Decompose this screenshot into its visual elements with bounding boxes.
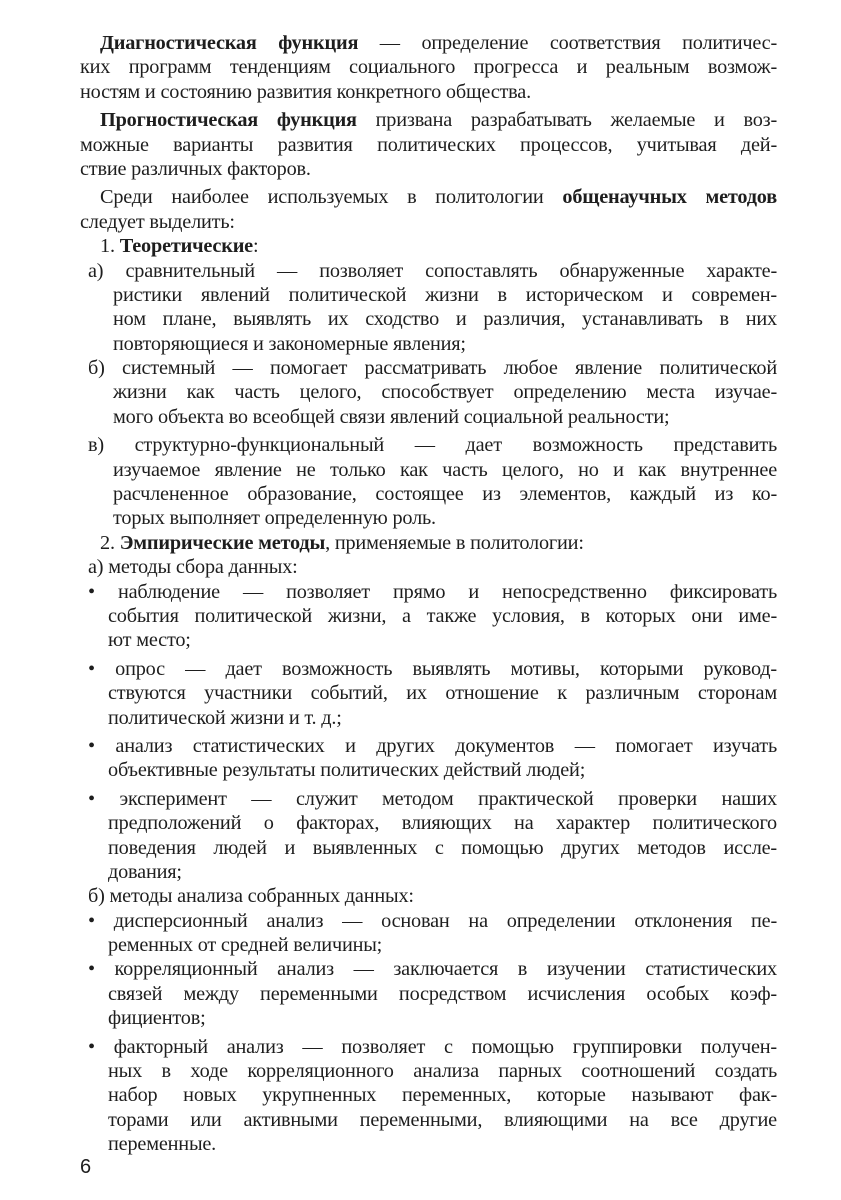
text-line xyxy=(108,706,777,730)
text-line xyxy=(100,108,777,132)
text-line xyxy=(88,734,777,758)
text-segment: • факторный анализ — позволяет с помощью группировки получен- xyxy=(88,1035,777,1058)
text-segment: политической жизни и т. д.; xyxy=(108,706,342,729)
text-segment: повторяющиеся и закономерные явления; xyxy=(113,332,466,355)
text-line xyxy=(108,1059,777,1083)
text-segment: ностям и состоянию развития конкретного общества. xyxy=(80,80,531,103)
text-segment: ременных от средней величины; xyxy=(108,934,383,957)
text-segment: ких программ тенденциям социального прогресса и реальным возмож- xyxy=(80,56,777,79)
text-line xyxy=(108,628,777,652)
text-line xyxy=(113,283,777,307)
text-segment: расчлененное образование, состоящее из элементов, каждый из ко- xyxy=(113,483,777,506)
bold-term: общенаучных методов xyxy=(562,186,777,209)
text-line xyxy=(113,482,777,506)
text-segment: набор новых укрупненных переменных, которые называют фак- xyxy=(108,1084,777,1107)
text-segment: ных в ходе корреляционного анализа парных соотношений создать xyxy=(108,1060,777,1083)
text-segment: дования; xyxy=(108,860,182,883)
text-line xyxy=(100,31,777,55)
text-line xyxy=(108,860,777,884)
text-line xyxy=(88,555,777,579)
text-line xyxy=(88,356,777,380)
text-segment: объективные результаты политических действий людей; xyxy=(108,759,586,782)
text-segment: ют место; xyxy=(108,629,191,652)
text-segment: • наблюдение — позволяет прямо и непосредственно фиксировать xyxy=(88,580,777,603)
text-line xyxy=(108,604,777,628)
text-segment: 1. xyxy=(100,235,120,258)
text-line xyxy=(113,307,777,331)
page-body-text xyxy=(0,31,841,1157)
text-line xyxy=(88,657,777,681)
text-segment: жизни как часть целого, способствует определению места изучае- xyxy=(113,381,777,404)
page-number: 6 xyxy=(80,1156,92,1178)
text-segment: Среди наиболее используемых в политологии xyxy=(100,186,563,209)
text-line xyxy=(108,758,777,782)
text-line xyxy=(100,531,777,555)
text-segment: а) методы сбора данных: xyxy=(88,556,298,579)
bold-term: Теоретические xyxy=(119,235,253,258)
text-segment: — определение соответствия политичес- xyxy=(358,32,778,54)
text-line xyxy=(108,1006,777,1030)
text-segment: • дисперсионный анализ — основан на определении отклонения пе- xyxy=(88,909,777,932)
text-line xyxy=(108,933,777,957)
text-segment: поведения людей и выявленных с помощью других методов иссле- xyxy=(108,836,777,859)
text-segment: фициентов; xyxy=(108,1007,206,1030)
text-line xyxy=(88,787,777,811)
text-segment: • опрос — дает возможность выявлять мотивы, которыми руковод- xyxy=(88,657,777,680)
text-segment: , применяемые в политологии: xyxy=(325,531,584,554)
text-segment: события политической жизни, а также условия, в которых они име- xyxy=(108,604,777,627)
text-line xyxy=(80,210,777,234)
text-segment: переменные. xyxy=(108,1133,217,1156)
text-segment: • анализ статистических и других документов — помогает изучать xyxy=(88,734,777,757)
bold-term: Прогностическая функция xyxy=(100,109,357,132)
text-segment: б) методы анализа собранных данных: xyxy=(88,885,414,908)
text-segment: : xyxy=(252,235,259,258)
text-line xyxy=(113,332,777,356)
text-line xyxy=(88,580,777,604)
text-line xyxy=(113,458,777,482)
text-line xyxy=(80,80,777,104)
text-segment: ствие различных факторов. xyxy=(80,157,311,180)
text-line xyxy=(108,982,777,1006)
text-line xyxy=(88,1035,777,1059)
text-line xyxy=(88,957,777,981)
text-line xyxy=(80,133,777,157)
text-line xyxy=(108,1132,777,1156)
text-segment: можные варианты развития политических процессов, учитывая дей- xyxy=(80,133,777,156)
text-segment: 2. xyxy=(100,531,120,554)
text-segment: изучаемое явление не только как часть целого, но и как внутреннее xyxy=(113,458,777,481)
text-segment: ном плане, выявлять их сходство и различия, устанавливать в них xyxy=(113,308,777,331)
text-line xyxy=(88,884,777,908)
text-segment: ристики явлений политической жизни в историческом и современ- xyxy=(113,283,777,306)
text-segment: • эксперимент — служит методом практической проверки наших xyxy=(88,787,777,810)
text-line xyxy=(80,157,777,181)
text-segment: следует выделить: xyxy=(80,210,235,233)
text-line xyxy=(108,1108,777,1132)
text-line xyxy=(88,433,777,457)
bold-term: Диагностическая функция xyxy=(100,32,359,54)
text-segment: ствуются участники событий, их отношение к различным сторонам xyxy=(108,682,777,705)
text-line xyxy=(108,836,777,860)
text-line xyxy=(108,681,777,705)
text-line xyxy=(108,1083,777,1107)
bold-term: Эмпирические методы xyxy=(119,531,326,554)
text-line xyxy=(113,405,777,429)
text-segment: • корреляционный анализ — заключается в изучении статистических xyxy=(88,958,777,981)
text-segment: б) системный — помогает рассматривать любое явление политической xyxy=(88,357,777,380)
text-segment: торами или активными переменными, влияющими на все другие xyxy=(108,1108,777,1131)
text-line xyxy=(88,909,777,933)
text-line xyxy=(80,55,777,79)
text-segment: торых выполняет определенную роль. xyxy=(113,507,436,530)
text-segment: а) сравнительный — позволяет сопоставлять обнаруженные характе- xyxy=(88,259,777,282)
text-line xyxy=(113,506,777,530)
text-segment: призвана разрабатывать желаемые и воз- xyxy=(356,109,778,132)
text-segment: в) структурно-функциональный — дает возможность представить xyxy=(88,434,777,457)
text-segment: мого объекта во всеобщей связи явлений социальной реальности; xyxy=(113,405,670,428)
text-line xyxy=(100,185,777,209)
text-line xyxy=(108,811,777,835)
text-segment: связей между переменными посредством исчисления особых коэф- xyxy=(108,982,777,1005)
text-line xyxy=(100,234,777,258)
text-line xyxy=(113,380,777,404)
text-segment: предположений о факторах, влияющих на характер политического xyxy=(108,812,777,835)
text-line xyxy=(88,259,777,283)
